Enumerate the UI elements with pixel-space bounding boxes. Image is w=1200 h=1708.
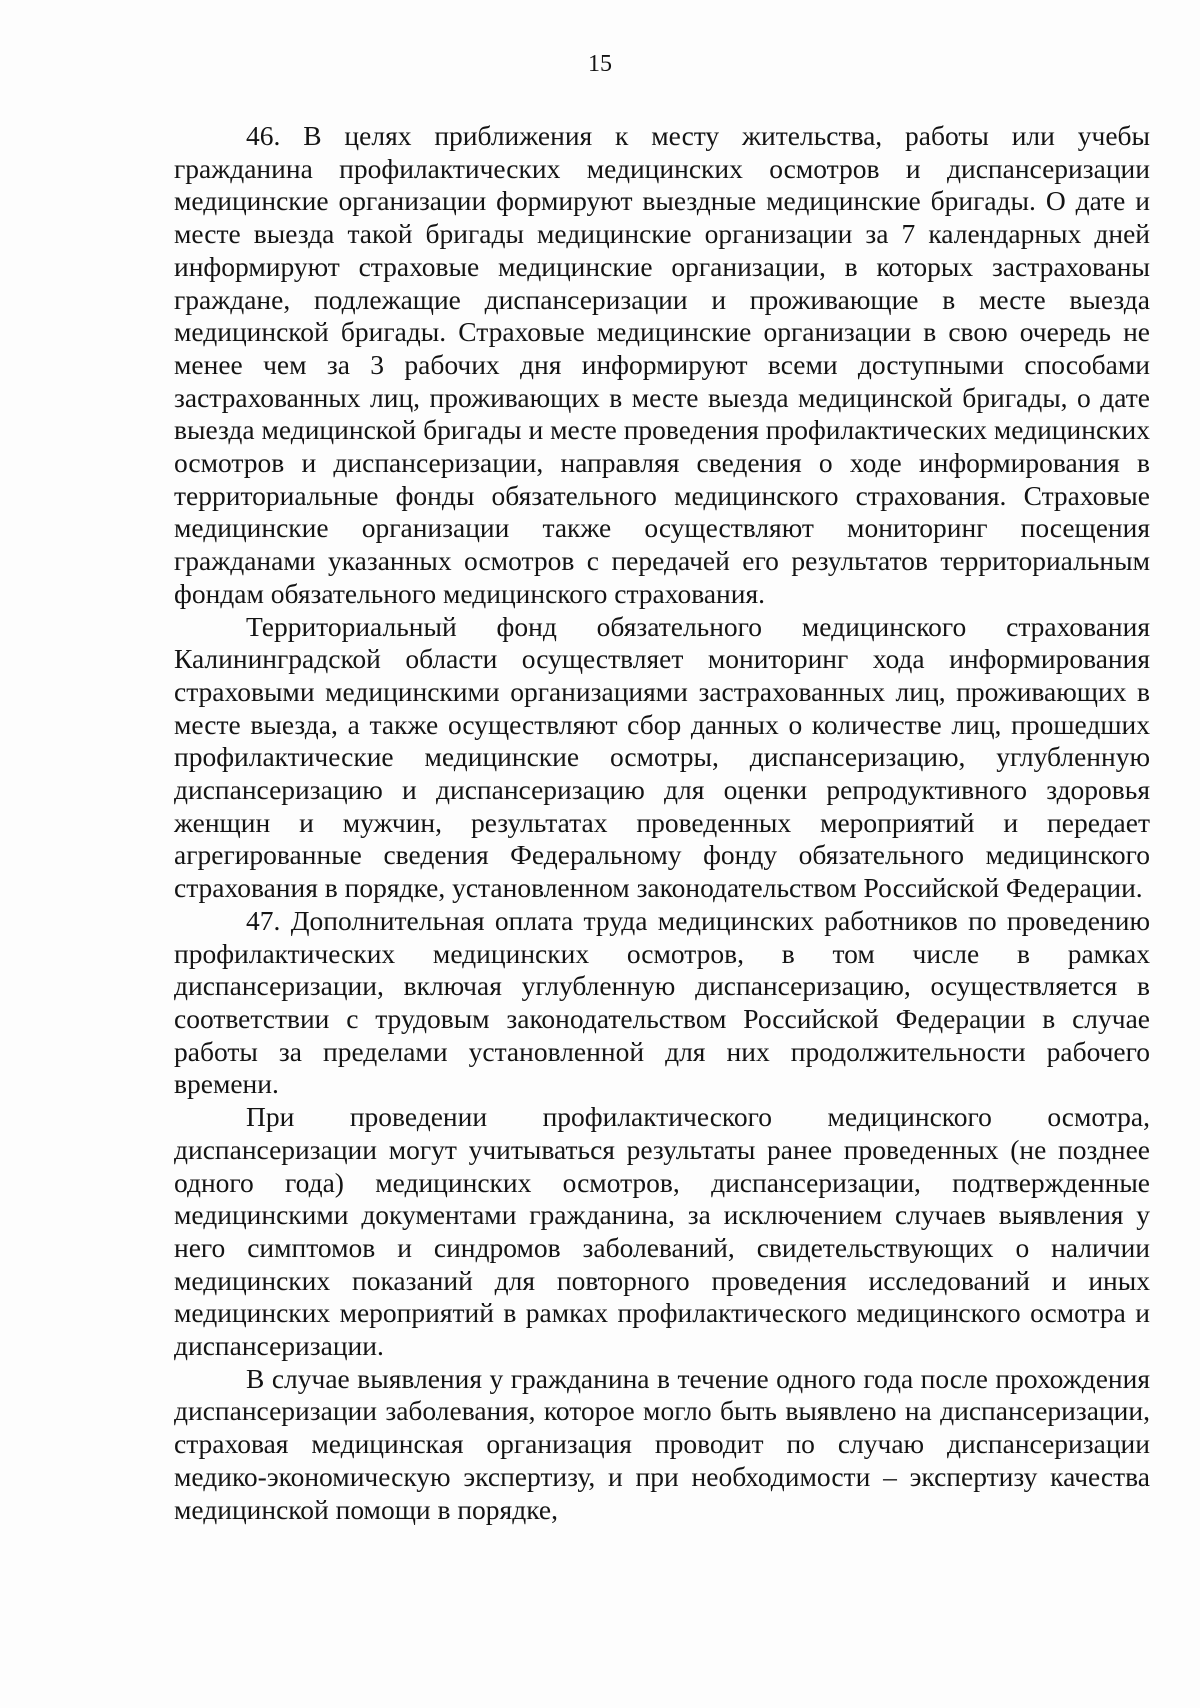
- paragraph-previous-results: При проведении профилактического медицинского осмотра, диспансеризации могут учитываться результаты ранее проведенных (не позднее одного года) медицинских осмотров, диспансеризации, подтвержденные медицинскими документами гражданина, за исключением случаев выявления у него симптомов и синдромов заболеваний, свидетельствующих о наличии медицинских показаний для повторного проведения исследований и иных медицинских мероприятий в рамках профилактического медицинского осмотра и диспансеризации.: [174, 1101, 1150, 1362]
- paragraph-tfoms-monitoring: Территориальный фонд обязательного медицинского страхования Калининградской области осуществляет мониторинг хода информирования страховыми медицинскими организациями застрахованных лиц, проживающих в месте выезда, а также осуществляют сбор данных о количестве лиц, прошедших профилактические медицинские осмотры, диспансеризацию, углубленную диспансеризацию и диспансеризацию для оценки репродуктивного здоровья женщин и мужчин, результатах проведенных мероприятий и передает агрегированные сведения Федеральному фонду обязательного медицинского страхования в порядке, установленном законодательством Российской Федерации.: [174, 610, 1150, 904]
- paragraph-46: 46. В целях приближения к месту жительства, работы или учебы гражданина профилактических медицинских осмотров и диспансеризации медицинские организации формируют выездные медицинские бригады. О дате и месте выезда такой бригады медицинские организации за 7 календарных дней информируют страховые медицинские организации, в которых застрахованы граждане, подлежащие диспансеризации и проживающие в месте выезда медицинской бригады. Страховые медицинские организации в свою очередь не менее чем за 3 рабочих дня информируют всеми доступными способами застрахованных лиц, проживающих в месте выезда медицинской бригады, о дате выезда медицинской бригады и месте проведения профилактических медицинских осмотров и диспансеризации, направляя сведения о ходе информирования в территориальные фонды обязательного медицинского страхования. Страховые медицинские организации также осуществляют мониторинг посещения гражданами указанных осмотров с передачей его результатов территориальным фондам обязательного медицинского страхования.: [174, 120, 1150, 609]
- document-body: [174, 120, 1150, 1526]
- paragraph-47: 47. Дополнительная оплата труда медицинских работников по проведению профилактических медицинских осмотров, в том числе в рамках диспансеризации, включая углубленную диспансеризацию, осуществляется в соответствии с трудовым законодательством Российской Федерации в случае работы за пределами установленной для них продолжительности рабочего времени.: [174, 904, 1150, 1100]
- paragraph-expertise: В случае выявления у гражданина в течение одного года после прохождения диспансеризации заболевания, которое могло быть выявлено на диспансеризации, страховая медицинская организация проводит по случаю диспансеризации медико-экономическую экспертизу, и при необходимости – экспертизу качества медицинской помощи в порядке,: [174, 1362, 1150, 1525]
- page-number: 15: [588, 51, 612, 77]
